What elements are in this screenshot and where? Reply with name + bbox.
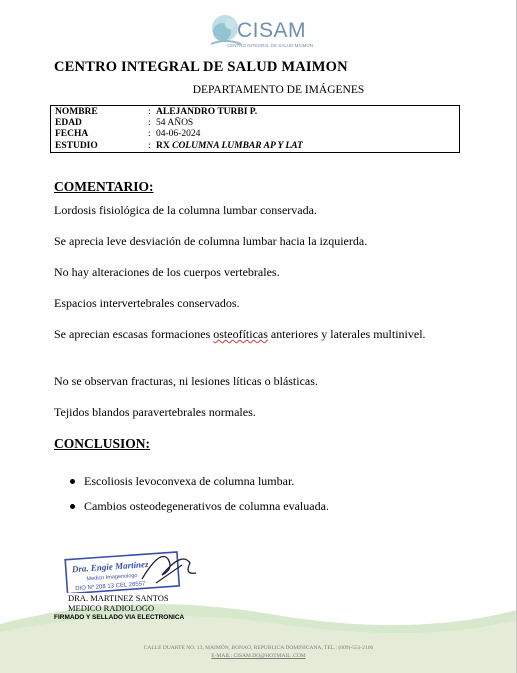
study-prefix: RX bbox=[156, 140, 170, 151]
logo-subtitle: CENTRO INTEGRAL DE SALUD MAIMON bbox=[227, 43, 314, 48]
conclusion-list bbox=[70, 474, 329, 524]
info-colon: : bbox=[148, 129, 151, 140]
comment-paragraph: No se observan fracturas, ni lesiones líticas o blásticas. bbox=[54, 374, 318, 388]
study-name: COLUMNA LUMBAR AP Y LAT bbox=[172, 140, 303, 151]
stamp-title: Medico Imagenologo bbox=[86, 572, 138, 583]
conclusion-item: Escoliosis levoconvexa de columna lumbar. bbox=[70, 474, 329, 499]
comment-paragraph bbox=[54, 327, 434, 341]
comment-paragraph: No hay alteraciones de los cuerpos vertebrales. bbox=[54, 265, 280, 279]
patient-age-value: 54 AÑOS bbox=[156, 118, 194, 129]
footer-address: CALLE DUARTE NO. 13, MAIMÓN, BONAO, REPUBLICA DOMINICANA, TEL.: (809)-551-2106 bbox=[143, 645, 374, 651]
comment-text: anteriores y laterales multinivel. bbox=[270, 327, 426, 341]
study-date-value: 04-06-2024 bbox=[156, 129, 201, 140]
conclusion-heading: CONCLUSION: bbox=[54, 436, 151, 451]
patient-info-box bbox=[50, 105, 460, 153]
signatory-name: DRA. MARTINEZ SANTOS bbox=[68, 593, 169, 603]
info-row-study bbox=[54, 141, 456, 152]
handwritten-signature bbox=[142, 557, 196, 580]
stamp-name: Dra. Engie Martinez bbox=[71, 558, 149, 575]
stamp-license: DIO Nº 208 13 CEL 28557 bbox=[75, 581, 146, 593]
info-label: ESTUDIO bbox=[55, 140, 98, 151]
footer-email: E-MAIL: CISAM.DO@HOTMAIL .COM bbox=[211, 653, 306, 659]
department-title: DEPARTAMENTO DE IMÁGENES bbox=[192, 84, 365, 96]
comment-paragraph: Tejidos blandos paravertebrales normales. bbox=[54, 405, 256, 419]
study-value bbox=[156, 141, 303, 152]
signatory-title: MEDICO RADIOLOGO bbox=[68, 603, 155, 613]
info-row-age bbox=[54, 118, 456, 129]
spellcheck-word: osteofíticas bbox=[213, 327, 268, 341]
conclusion-item: Cambios osteodegenerativos de columna evaluada. bbox=[70, 499, 329, 524]
doctor-stamp-signature bbox=[64, 545, 204, 593]
patient-name-value: ALEJANDRO TURBI P. bbox=[156, 107, 258, 117]
info-label: NOMBRE bbox=[55, 107, 98, 117]
info-label: EDAD bbox=[55, 118, 82, 129]
comment-heading: COMENTARIO: bbox=[54, 179, 154, 194]
center-title: CENTRO INTEGRAL DE SALUD MAIMON bbox=[54, 59, 348, 75]
logo-brand: CISAM bbox=[237, 19, 307, 42]
info-colon: : bbox=[148, 107, 151, 117]
comment-paragraph: Se aprecia leve desviación de columna lumbar hacia la izquierda. bbox=[54, 234, 368, 248]
info-label: FECHA bbox=[55, 129, 89, 140]
comment-paragraph: Lordosis fisiológica de la columna lumbar conservada. bbox=[54, 203, 317, 217]
signatory-block bbox=[68, 593, 169, 613]
cisam-logo bbox=[205, 10, 325, 56]
info-row-name bbox=[54, 107, 456, 118]
info-colon: : bbox=[148, 118, 151, 129]
comment-paragraph: Espacios intervertebrales conservados. bbox=[54, 296, 240, 310]
electronic-signature-note: FIRMADO Y SELLADO VIA ELECTRONICA bbox=[54, 614, 185, 621]
info-colon: : bbox=[148, 140, 151, 151]
comment-text: Se aprecian escasas formaciones bbox=[54, 327, 211, 341]
info-row-date bbox=[54, 129, 456, 140]
